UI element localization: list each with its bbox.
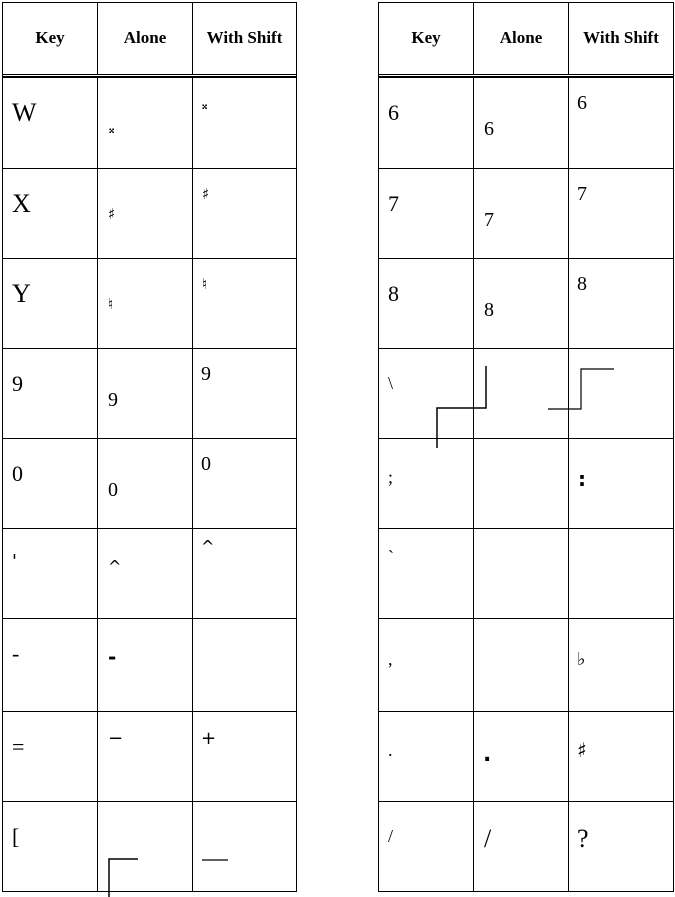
key-cell: 7 <box>388 191 399 216</box>
header-key: Key <box>379 3 474 74</box>
key-cell: , <box>388 649 393 669</box>
key-cell: / <box>388 826 394 846</box>
key-cell: 0 <box>12 461 23 486</box>
header-with-shift: With Shift <box>206 27 283 47</box>
table-header <box>379 3 673 77</box>
natural-icon: ♮ <box>202 275 208 293</box>
table-row <box>3 801 296 891</box>
shift-cell: 0 <box>201 453 211 475</box>
alone-cell: 7 <box>484 209 494 231</box>
key-cell: Y <box>12 279 31 308</box>
header-key: Key <box>3 3 98 74</box>
shift-cell: 8 <box>577 273 587 295</box>
table-row <box>379 438 673 528</box>
table-row <box>3 528 296 618</box>
left-key-table <box>2 2 297 892</box>
table-row <box>3 711 296 801</box>
shift-cell: 7 <box>577 183 587 205</box>
alone-cell: 6 <box>484 118 494 140</box>
step-up-line-icon <box>548 367 618 411</box>
slash-icon: / <box>484 824 492 853</box>
sharp-icon: ♯ <box>108 205 116 223</box>
header-with-shift: With Shift <box>583 27 659 47</box>
key-cell: W <box>12 98 37 127</box>
double-sharp-icon: 𝄪 <box>202 98 208 112</box>
key-cell: ` <box>388 547 394 567</box>
key-cell: \ <box>388 373 394 393</box>
key-cell: 6 <box>388 100 399 125</box>
table-header <box>3 3 296 77</box>
key-cell: 8 <box>388 281 399 306</box>
minus-icon: − <box>108 728 124 749</box>
caret-icon: ^ <box>201 537 215 556</box>
table-row <box>379 801 673 891</box>
dash-icon: - <box>108 645 117 669</box>
natural-icon: ♮ <box>108 295 114 313</box>
bracket-corner-icon <box>108 857 148 897</box>
table-row <box>379 168 673 258</box>
colon-icon: : <box>578 467 586 491</box>
table-row <box>379 528 673 618</box>
table-row <box>3 438 296 528</box>
plus-icon: + <box>201 728 217 749</box>
table-row <box>3 77 296 168</box>
sharp-icon: ♯ <box>577 738 587 762</box>
flat-icon: ♭ <box>577 649 586 670</box>
table-row <box>3 168 296 258</box>
table-row <box>3 618 296 711</box>
table-row <box>3 348 296 438</box>
shift-cell: 9 <box>201 363 211 385</box>
table-row <box>379 711 673 801</box>
key-cell: = <box>12 734 25 759</box>
key-cell: [ <box>12 824 20 849</box>
key-cell: ' <box>12 551 17 572</box>
alone-cell: 9 <box>108 389 118 411</box>
alone-cell: 0 <box>108 479 118 501</box>
key-cell: . <box>388 740 393 760</box>
key-cell: 9 <box>12 371 23 396</box>
shift-cell: 6 <box>577 92 587 114</box>
double-sharp-icon: 𝄪 <box>109 122 115 136</box>
key-cell: - <box>12 641 20 666</box>
question-mark-icon: ? <box>577 824 589 853</box>
right-key-table <box>378 2 674 892</box>
key-cell: X <box>12 189 31 218</box>
header-alone: Alone <box>474 3 569 74</box>
table-row <box>379 618 673 711</box>
horizontal-line-icon <box>202 859 242 863</box>
table-row <box>379 348 673 438</box>
key-cell: ; <box>388 467 394 487</box>
caret-icon: ^ <box>108 557 122 576</box>
sharp-icon: ♯ <box>202 185 210 203</box>
dot-icon: . <box>483 742 492 767</box>
table-row <box>379 77 673 168</box>
alone-cell: 8 <box>484 299 494 321</box>
table-row <box>3 258 296 348</box>
table-row <box>379 258 673 348</box>
header-alone: Alone <box>98 3 193 74</box>
